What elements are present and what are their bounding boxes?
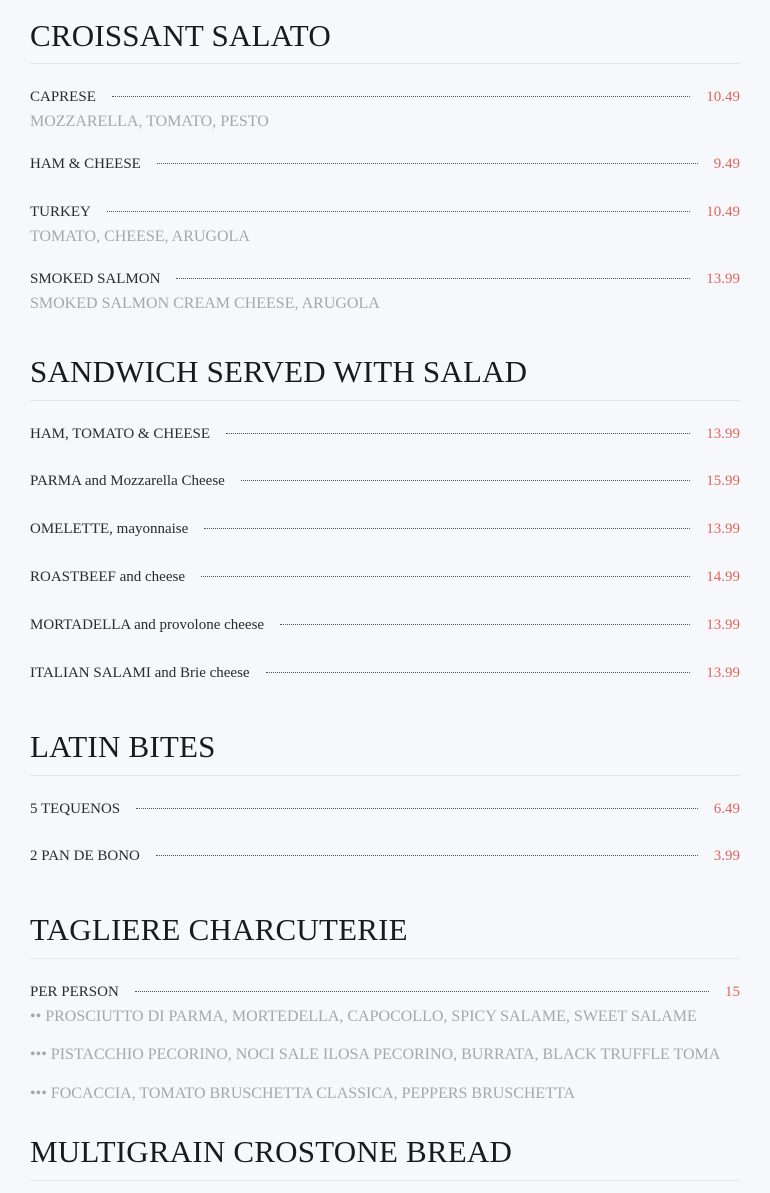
menu-item-parma-mozzarella xyxy=(30,471,740,491)
item-name: CAPRESE xyxy=(30,89,96,105)
menu-item-mortadella xyxy=(30,615,740,635)
dot-leader xyxy=(157,163,698,164)
menu-item-turkey xyxy=(30,202,740,222)
item-name: ROASTBEEF and cheese xyxy=(30,569,185,585)
item-name: MORTADELLA and provolone cheese xyxy=(30,617,265,633)
item-description: TOMATO, CHEESE, ARUGOLA xyxy=(30,228,250,245)
menu-item-ham-tomato-cheese xyxy=(30,424,740,444)
dot-leader xyxy=(266,672,691,673)
dot-leader xyxy=(156,855,698,856)
menu-item-tequenos xyxy=(30,799,740,819)
item-price: 3.99 xyxy=(713,848,740,864)
item-price: 10.49 xyxy=(706,89,740,105)
dot-leader xyxy=(201,576,690,577)
item-description: ••• PISTACCHIO PECORINO, NOCI SALE ILOSA PECORINO, BURRATA, BLACK TRUFFLE TOMA xyxy=(30,1046,721,1063)
menu-item-roastbeef xyxy=(30,567,740,587)
item-price: 9.49 xyxy=(713,156,740,172)
item-price: 6.49 xyxy=(713,801,740,817)
dot-leader xyxy=(176,278,690,279)
item-name: PARMA and Mozzarella Cheese xyxy=(30,473,225,489)
item-description: •• PROSCIUTTO DI PARMA, MORTEDELLA, CAPOCOLLO, SPICY SALAME, SWEET SALAME xyxy=(30,1008,697,1025)
dot-leader xyxy=(135,991,709,992)
item-name: ITALIAN SALAMI and Brie cheese xyxy=(30,665,250,681)
item-description: ••• FOCACCIA, TOMATO BRUSCHETTA CLASSICA, PEPPERS BRUSCHETTA xyxy=(30,1085,576,1102)
menu-item-ham-cheese xyxy=(30,154,740,174)
item-price: 13.99 xyxy=(706,271,740,287)
section-title-croissant-salato: CROISSANT SALATO xyxy=(30,18,331,53)
item-price: 13.99 xyxy=(706,617,740,633)
dot-leader xyxy=(112,96,690,97)
section-divider xyxy=(30,775,740,776)
menu-item-italian-salami xyxy=(30,663,740,683)
dot-leader xyxy=(204,528,690,529)
dot-leader xyxy=(107,211,690,212)
item-name: 5 TEQUENOS xyxy=(30,801,121,817)
item-description: SMOKED SALMON CREAM CHEESE, ARUGOLA xyxy=(30,295,380,312)
item-name: HAM & CHEESE xyxy=(30,156,141,172)
dot-leader xyxy=(226,433,690,434)
section-title-multigrain-crostone-bread: MULTIGRAIN CROSTONE BREAD xyxy=(30,1134,513,1169)
section-divider xyxy=(30,958,740,959)
menu-item-omelette xyxy=(30,519,740,539)
item-price: 13.99 xyxy=(706,521,740,537)
section-title-tagliere-charcuterie: TAGLIERE CHARCUTERIE xyxy=(30,912,408,947)
section-title-sandwich-served-with-salad: SANDWICH SERVED WITH SALAD xyxy=(30,354,528,389)
menu-item-per-person xyxy=(30,982,740,1002)
item-name: SMOKED SALMON xyxy=(30,271,161,287)
item-price: 13.99 xyxy=(706,426,740,442)
item-price: 15 xyxy=(725,984,740,1000)
item-price: 13.99 xyxy=(706,665,740,681)
section-divider xyxy=(30,1180,740,1181)
section-title-latin-bites: LATIN BITES xyxy=(30,729,216,764)
menu-item-smoked-salmon xyxy=(30,269,740,289)
menu-item-pan-de-bono xyxy=(30,846,740,866)
dot-leader xyxy=(136,808,698,809)
item-name: 2 PAN DE BONO xyxy=(30,848,140,864)
item-price: 15.99 xyxy=(706,473,740,489)
item-name: TURKEY xyxy=(30,204,91,220)
menu-item-caprese xyxy=(30,87,740,107)
item-name: OMELETTE, mayonnaise xyxy=(30,521,189,537)
dot-leader xyxy=(241,480,690,481)
dot-leader xyxy=(280,624,690,625)
section-divider xyxy=(30,63,740,64)
item-price: 10.49 xyxy=(706,204,740,220)
item-name: HAM, TOMATO & CHEESE xyxy=(30,426,211,442)
section-divider xyxy=(30,400,740,401)
item-price: 14.99 xyxy=(706,569,740,585)
item-name: PER PERSON xyxy=(30,984,119,1000)
item-description: MOZZARELLA, TOMATO, PESTO xyxy=(30,113,269,130)
